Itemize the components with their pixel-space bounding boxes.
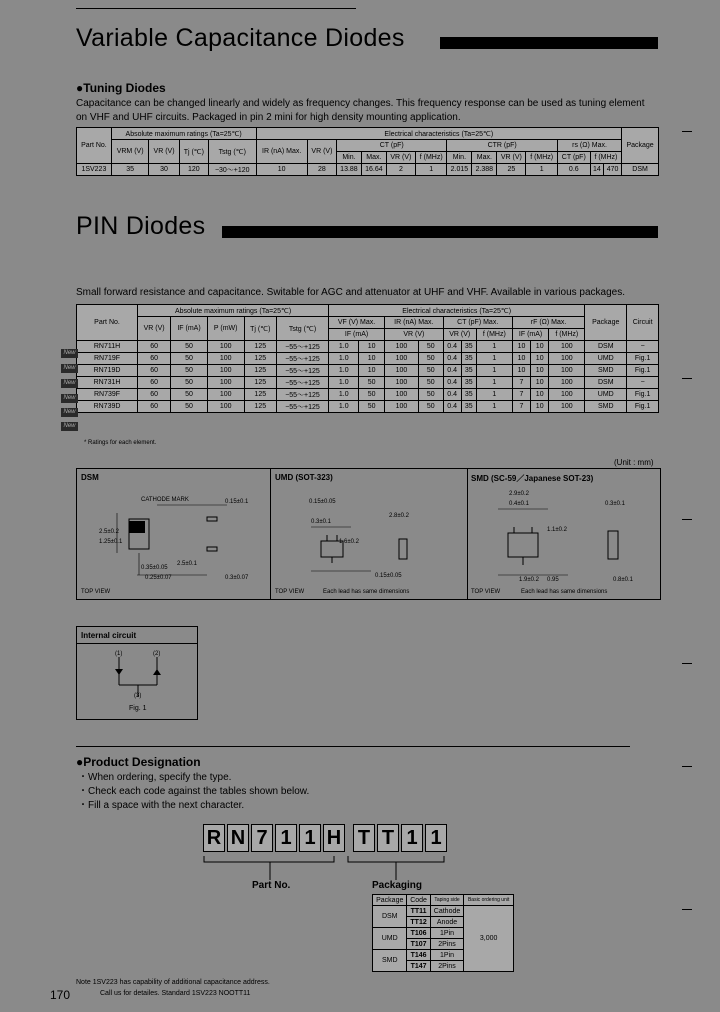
edge-mark: [682, 663, 692, 664]
new-badge: New: [61, 364, 78, 373]
new-badge: New: [61, 394, 78, 403]
fig-caption: Fig. 1: [129, 705, 147, 712]
ratings-note: * Ratings for each element.: [84, 440, 157, 446]
th-package: Package: [622, 128, 659, 164]
smd-title: SMD (SC-59／Japanese SOT-23): [471, 474, 594, 483]
designation-rule: [76, 746, 630, 747]
pin3-label: (3): [134, 693, 142, 699]
edge-mark: [682, 909, 692, 910]
table-row: 1SV223 35 30 120 −30〜+120 10 28 13.88 16.64 2 1 2.015 2.388 25 1 0.6 14 470 DSM: [77, 164, 659, 176]
part-no-label: Part No.: [252, 880, 291, 891]
table-row: RN719D 60 50 100 125 −55〜+125 1.0 10 100 50 0.4 35 1 10 10 100 SMD Fig.1: [77, 365, 659, 377]
top-view-label: TOP VIEW: [471, 589, 501, 595]
vcd-table: Part No. Absolute maximum ratings (Ta=25℃) Electrical characteristics (Ta=25℃) Package VRM (V) VR (V) Tj (℃) Tstg (℃) IR (nA) Max. VR (V) CT (pF) CTR (pF) rs (Ω) Max. Min. Max. VR (V) f (MHz) Min. Max. VR (V) f (MHz) CT (pF) f (MHz) 1SV223 35 30 120 −30〜+120 10 28 13.88 16.64 2 1 2.015 2.388 25 1 0.6 14 470 DSM: [76, 127, 659, 176]
table-row: UMD T106 1Pin: [373, 928, 514, 939]
pin-title-bar: [222, 226, 658, 238]
table-row: TT12 Anode: [373, 917, 514, 928]
bracket-lines: [200, 852, 510, 888]
top-rule: [76, 8, 356, 9]
each-lead-label: Each lead has same dimensions: [521, 589, 608, 595]
new-badge: New: [61, 422, 78, 431]
cathode-mark-label: CATHODE MARK: [141, 497, 189, 503]
page-number: 170: [50, 988, 71, 1002]
umd-drawing: [271, 483, 467, 583]
package-drawings: DSM UMD (SOT-323) SMD (SC-59／Japanese SOT-23) CATHODE MARK 0.15±0.1 2.5±0.2 1.25±0.1 2.5±0.1 0.35±0.05 0.25±0.07 0.3±0.07 TOP VIEW 0.15±0.05 0.3±0.1 2.8±0.2 1.6±0.2 0.15±0.05 TOP VIEW Each lead has same dimensions 2.9±0.2 0.4±0.1 1.1±0.2 0.3±0.1 1.9±0.2 0.95 0.8±0.1 TOP VIEW Each lead has same dimensions: [76, 468, 661, 600]
designation-title: ●Product Designation: [76, 755, 201, 769]
edge-mark: [682, 519, 692, 520]
table-row: RN711H 60 50 100 125 −55〜+125 1.0 10 100 50 0.4 35 1 10 10 100 DSM −: [77, 341, 659, 353]
part-code-boxes: R N 7 1 1 H T T 1 1: [203, 824, 449, 852]
vcd-description: Capacitance can be changed linearly and widely as frequency changes. This frequency response can be used as tuning element on VHF and UHF circuits. Packaged in pin 2 mini for high density mounting application.: [76, 98, 645, 123]
table-row: SMD T146 1Pin: [373, 950, 514, 961]
unit-label: (Unit : mm): [614, 458, 654, 467]
new-badge: New: [61, 408, 78, 417]
new-badge: New: [61, 379, 78, 388]
dsm-title: DSM: [81, 473, 99, 482]
top-view-label: TOP VIEW: [275, 589, 305, 595]
footer-note-2: Call us for detailes. Standard 1SV223 NOOTT11: [100, 990, 251, 997]
th-elec: Electrical characteristics (Ta=25℃): [256, 128, 622, 140]
pin-description: Small forward resistance and capacitance. Switable for AGC and attenuator at UHF and VHF. Available in various packages.: [76, 287, 625, 298]
smd-drawing: [468, 483, 660, 583]
each-lead-label: Each lead has same dimensions: [323, 589, 410, 595]
edge-mark: [682, 378, 692, 379]
umd-title: UMD (SOT-323): [275, 473, 333, 482]
tuning-section-title: ●Tuning Diodes: [76, 81, 166, 95]
vcd-title: Variable Capacitance Diodes: [76, 24, 405, 52]
pin-table: Part No. Absolute maximum ratings (Ta=25℃) Electrical characteristics (Ta=25℃) Package Circuit VR (V) IF (mA) P (mW) Tj (℃) Tstg (℃) VF (V) Max. IR (nA) Max. CT (pF) Max. rF (Ω) Max. IF (mA) VR (V) VR (V) f (MHz) IF (mA) f (MHz) RN711H 60 50 100 125 −55〜+125 1.0 10 100 50 0.4 35 1 10 10 100 DSM − RN719F 60 50 100 125 −55〜+125 1.0 10 100 50 0.4 35 1 10 10 100 UMD Fig.1 RN719D 60 50 100 125 −55〜+125 1.0 10 100 50 0.4 35 1 10 10 100 SMD Fig.1 RN731H 60 50 100 125 −55〜+125 1.0 50 100 50 0.4 35 1 7 10 100 DSM − RN739F 60 50 100 125 −55〜+125 1.0 50 100 50 0.4 35 1 7 10 100 UMD Fig.1 RN739D 60 50 100 125 −55〜+125 1.0 50 100 50 0.4 35 1 7 10 100 SMD Fig.1: [76, 304, 659, 413]
table-row: RN731H 60 50 100 125 −55〜+125 1.0 50 100 50 0.4 35 1 7 10 100 DSM −: [77, 377, 659, 389]
table-row: DSM TT11 Cathode 3,000: [373, 906, 514, 917]
table-row: T147 2Pins: [373, 961, 514, 972]
th-partno: Part No.: [77, 128, 112, 164]
top-view-label: TOP VIEW: [81, 589, 111, 595]
title-bar: [440, 37, 658, 49]
table-row: RN739F 60 50 100 125 −55〜+125 1.0 50 100 50 0.4 35 1 7 10 100 UMD Fig.1: [77, 389, 659, 401]
internal-circuit: [76, 626, 198, 720]
table-row: RN719F 60 50 100 125 −55〜+125 1.0 10 100 50 0.4 35 1 10 10 100 UMD Fig.1: [77, 353, 659, 365]
pin-title: PIN Diodes: [76, 212, 206, 240]
packaging-table: Package Code Taping side Basic ordering unit DSM TT11 Cathode 3,000 TT12 Anode UMD T106 1Pin T107 2Pins SMD T146 1Pin T147 2Pins: [372, 894, 514, 972]
new-badge: New: [61, 349, 78, 358]
packaging-label: Packaging: [372, 880, 423, 891]
pin2-label: (2): [153, 651, 161, 657]
pin1-label: (1): [115, 651, 123, 657]
edge-mark: [682, 766, 692, 767]
edge-mark: [682, 131, 692, 132]
th-abs: Absolute maximum ratings (Ta=25℃): [111, 128, 256, 140]
designation-bullets: ・When ordering, specify the type. ・Check each code against the tables shown below. ・Fill a space with the next character.: [78, 772, 310, 811]
footer-note-1: Note 1SV223 has capability of additional capacitance address.: [76, 979, 270, 986]
internal-circuit-title: Internal circuit: [81, 631, 137, 640]
table-row: RN739D 60 50 100 125 −55〜+125 1.0 50 100 50 0.4 35 1 7 10 100 SMD Fig.1: [77, 401, 659, 413]
table-row: T107 2Pins: [373, 939, 514, 950]
